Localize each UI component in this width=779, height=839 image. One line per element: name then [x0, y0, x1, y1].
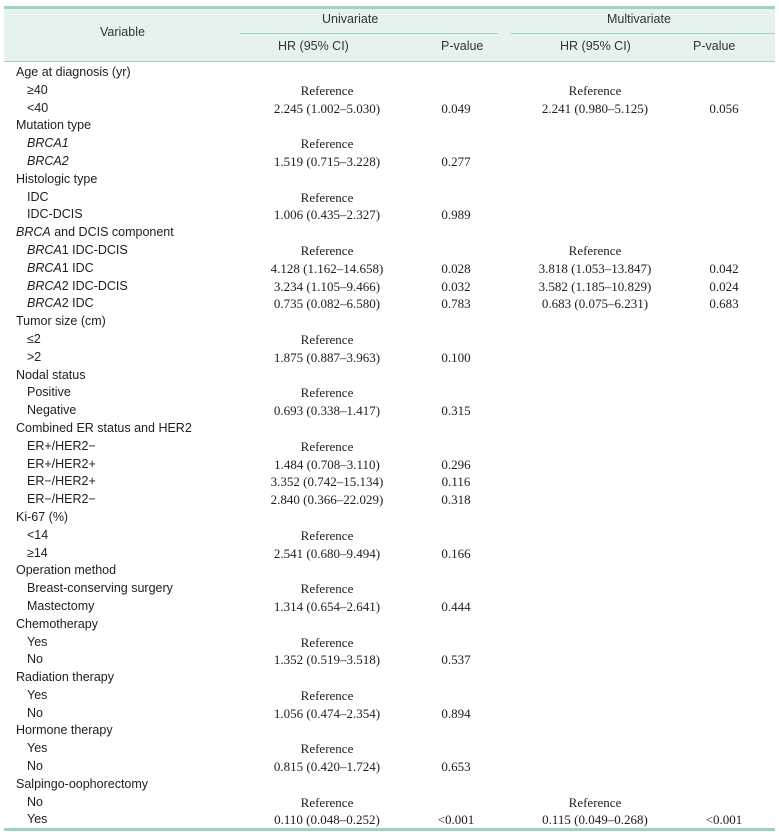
univariate-hr-cell: Reference	[300, 82, 354, 98]
univariate-hr-cell: 0.815 (0.420–1.724)	[273, 759, 381, 775]
variable-suffix: 1 IDC-DCIS	[61, 242, 128, 257]
table-group-row	[0, 313, 779, 331]
univariate-hr-cell: Reference	[300, 634, 354, 650]
row-variable: ≥40	[27, 82, 48, 97]
univariate-hr-cell: Reference	[300, 687, 354, 703]
univariate-rule	[240, 33, 498, 34]
row-variable: No	[27, 759, 43, 774]
table-row	[0, 794, 779, 812]
table-row	[0, 687, 779, 705]
univariate-p-cell: 0.444	[441, 598, 471, 614]
univariate-p-cell: 0.537	[441, 652, 471, 668]
table-group-row	[0, 616, 779, 634]
univariate-hr-cell: 1.484 (0.708–3.110)	[274, 456, 380, 472]
table-row	[0, 100, 779, 118]
univariate-p-cell: 0.653	[441, 759, 471, 775]
multivariate-hr-cell: 0.115 (0.049–0.268)	[542, 812, 648, 828]
row-variable: Age at diagnosis (yr)	[16, 65, 131, 79]
row-variable: >2	[27, 349, 42, 364]
header-variable: Variable	[100, 25, 145, 39]
table-row	[0, 740, 779, 758]
row-variable: ER+/HER2+	[27, 456, 96, 471]
table-row	[0, 189, 779, 207]
table-row	[0, 349, 779, 367]
row-variable: <40	[27, 100, 49, 115]
table-row	[0, 758, 779, 776]
row-variable: Yes	[27, 812, 48, 827]
row-variable: No	[27, 794, 43, 809]
row-variable: Yes	[27, 634, 48, 649]
table-row	[0, 545, 779, 563]
table-group-row	[0, 420, 779, 438]
gene-name: BRCA	[27, 278, 62, 293]
univariate-hr-cell: Reference	[300, 581, 354, 597]
table-row	[0, 402, 779, 420]
multivariate-p-cell: <0.001	[705, 812, 743, 828]
univariate-hr-cell: 0.693 (0.338–1.417)	[273, 403, 381, 419]
univariate-p-cell: 0.116	[441, 474, 471, 490]
table-group-row	[0, 722, 779, 740]
row-variable	[16, 224, 174, 242]
table-row	[0, 206, 779, 224]
row-variable	[27, 260, 94, 278]
row-variable: Tumor size (cm)	[16, 314, 106, 329]
univariate-p-cell: 0.894	[441, 705, 471, 721]
variable-suffix: 1 IDC	[61, 260, 94, 275]
variable-suffix: and DCIS component	[50, 225, 174, 240]
row-variable: BRCA2	[27, 153, 69, 168]
univariate-p-cell: 0.049	[441, 100, 471, 116]
row-variable: Radiation therapy	[16, 670, 114, 685]
table-group-row	[0, 64, 779, 82]
table-row	[0, 331, 779, 349]
header-multivariate-p: P-value	[693, 39, 736, 53]
multivariate-hr-cell: 3.818 (1.053–13.847)	[538, 260, 652, 276]
row-variable	[27, 242, 128, 260]
univariate-hr-cell: 1.314 (0.654–2.641)	[273, 598, 381, 614]
table-group-row	[0, 562, 779, 580]
header-multivariate-hr: HR (95% CI)	[560, 39, 631, 53]
univariate-p-cell: 0.032	[441, 278, 471, 294]
univariate-p-cell: 0.315	[441, 403, 471, 419]
table-row	[0, 260, 779, 278]
row-variable: Chemotherapy	[16, 616, 98, 631]
univariate-hr-cell: 1.006 (0.435–2.327)	[273, 207, 381, 223]
header-multivariate: Multivariate	[607, 12, 671, 26]
univariate-hr-cell: 1.056 (0.474–2.354)	[273, 705, 381, 721]
univariate-p-cell: 0.028	[441, 260, 471, 276]
multivariate-hr-cell: 3.582 (1.185–10.829)	[538, 278, 652, 294]
univariate-p-cell: 0.166	[441, 545, 471, 561]
table-header	[4, 9, 775, 62]
row-variable: ≥14	[27, 545, 48, 560]
univariate-hr-cell: 0.735 (0.082–6.580)	[273, 296, 381, 312]
row-variable: IDC	[27, 189, 49, 204]
table-row	[0, 598, 779, 616]
univariate-hr-cell: 2.840 (0.366–22.029)	[270, 492, 384, 508]
row-variable: Salpingo-oophorectomy	[16, 776, 149, 791]
univariate-hr-cell: Reference	[300, 385, 354, 401]
table-row	[0, 634, 779, 652]
table-row	[0, 82, 779, 100]
row-variable: BRCA1	[27, 136, 69, 151]
multivariate-hr-cell: 2.241 (0.980–5.125)	[541, 100, 649, 116]
univariate-hr-cell: 3.234 (1.105–9.466)	[273, 278, 381, 294]
header-univariate: Univariate	[322, 12, 379, 26]
table-row	[0, 295, 779, 313]
table-row	[0, 473, 779, 491]
univariate-hr-cell: Reference	[300, 794, 354, 810]
univariate-hr-cell: 1.875 (0.887–3.963)	[273, 349, 381, 365]
univariate-hr-cell: 4.128 (1.162–14.658)	[270, 260, 384, 276]
gene-name: BRCA	[27, 242, 62, 257]
row-variable: Mutation type	[16, 118, 92, 133]
table-group-row	[0, 669, 779, 687]
table-row	[0, 242, 779, 260]
multivariate-rule	[511, 33, 775, 34]
row-variable: ER−/HER2+	[27, 474, 96, 489]
row-variable: Negative	[27, 403, 77, 418]
multivariate-hr-cell: Reference	[568, 82, 622, 98]
table-group-row	[0, 776, 779, 794]
univariate-hr-cell: Reference	[300, 242, 354, 258]
univariate-p-cell: <0.001	[437, 812, 475, 828]
row-variable: Hormone therapy	[16, 723, 113, 738]
row-variable: Yes	[27, 741, 48, 756]
header-univariate-p: P-value	[441, 39, 484, 53]
gene-name: BRCA	[16, 225, 51, 240]
row-variable: Yes	[27, 687, 48, 702]
univariate-p-cell: 0.318	[441, 492, 471, 508]
table-row	[0, 438, 779, 456]
univariate-hr-cell: 3.352 (0.742–15.134)	[270, 474, 384, 490]
univariate-p-cell: 0.783	[441, 296, 471, 312]
table-row	[0, 456, 779, 474]
multivariate-p-cell: 0.024	[709, 278, 739, 294]
univariate-hr-cell: 2.541 (0.680–9.494)	[273, 545, 381, 561]
table-group-row	[0, 117, 779, 135]
table-group-row	[0, 509, 779, 527]
row-variable: Histologic type	[16, 171, 98, 186]
row-variable: ≤2	[27, 331, 41, 346]
row-variable: Ki-67 (%)	[16, 509, 69, 524]
univariate-hr-cell: 1.352 (0.519–3.518)	[273, 652, 381, 668]
table-row	[0, 135, 779, 153]
table-row	[0, 153, 779, 171]
univariate-hr-cell: Reference	[300, 741, 354, 757]
row-variable: IDC-DCIS	[27, 207, 83, 222]
row-variable: No	[27, 705, 43, 720]
table-group-row	[0, 171, 779, 189]
univariate-p-cell: 0.989	[441, 207, 471, 223]
table-row	[0, 651, 779, 669]
multivariate-p-cell: 0.683	[709, 296, 739, 312]
row-variable: Operation method	[16, 563, 117, 578]
univariate-p-cell: 0.296	[441, 456, 471, 472]
row-variable: No	[27, 652, 43, 667]
multivariate-p-cell: 0.056	[709, 100, 739, 116]
univariate-hr-cell: 0.110 (0.048–0.252)	[274, 812, 380, 828]
table-group-row	[0, 224, 779, 242]
row-variable: Positive	[27, 385, 71, 400]
multivariate-p-cell: 0.042	[709, 260, 739, 276]
univariate-p-cell: 0.277	[441, 153, 471, 169]
univariate-hr-cell: 1.519 (0.715–3.228)	[273, 153, 381, 169]
table-row	[0, 811, 779, 829]
multivariate-hr-cell: Reference	[568, 242, 622, 258]
row-variable	[27, 278, 128, 296]
gene-name: BRCA	[27, 260, 62, 275]
gene-name: BRCA	[27, 296, 62, 311]
table-row	[0, 580, 779, 598]
variable-suffix: 2 IDC-DCIS	[61, 278, 128, 293]
table-row	[0, 527, 779, 545]
table-row	[0, 278, 779, 296]
variable-suffix: 2 IDC	[61, 296, 94, 311]
row-variable: Nodal status	[16, 367, 86, 382]
table-group-row	[0, 367, 779, 385]
table-row	[0, 705, 779, 723]
header-univariate-hr: HR (95% CI)	[278, 39, 349, 53]
row-variable: Breast-conserving surgery	[27, 581, 173, 596]
row-variable: Mastectomy	[27, 598, 95, 613]
row-variable	[27, 295, 94, 313]
univariate-hr-cell: 2.245 (1.002–5.030)	[273, 100, 381, 116]
multivariate-hr-cell: Reference	[568, 794, 622, 810]
row-variable: ER+/HER2−	[27, 438, 96, 453]
univariate-hr-cell: Reference	[300, 527, 354, 543]
header-bottom-rule	[4, 61, 775, 62]
table-body	[0, 64, 779, 829]
univariate-hr-cell: Reference	[300, 331, 354, 347]
multivariate-hr-cell: 0.683 (0.075–6.231)	[541, 296, 649, 312]
row-variable: Combined ER status and HER2	[16, 420, 192, 435]
univariate-hr-cell: Reference	[300, 438, 354, 454]
row-variable: ER−/HER2−	[27, 492, 96, 507]
table-row	[0, 384, 779, 402]
row-variable: <14	[27, 527, 49, 542]
table-bottom-rule	[4, 828, 775, 831]
univariate-hr-cell: Reference	[300, 136, 354, 152]
univariate-p-cell: 0.100	[441, 349, 471, 365]
univariate-hr-cell: Reference	[300, 189, 354, 205]
table-row	[0, 491, 779, 509]
